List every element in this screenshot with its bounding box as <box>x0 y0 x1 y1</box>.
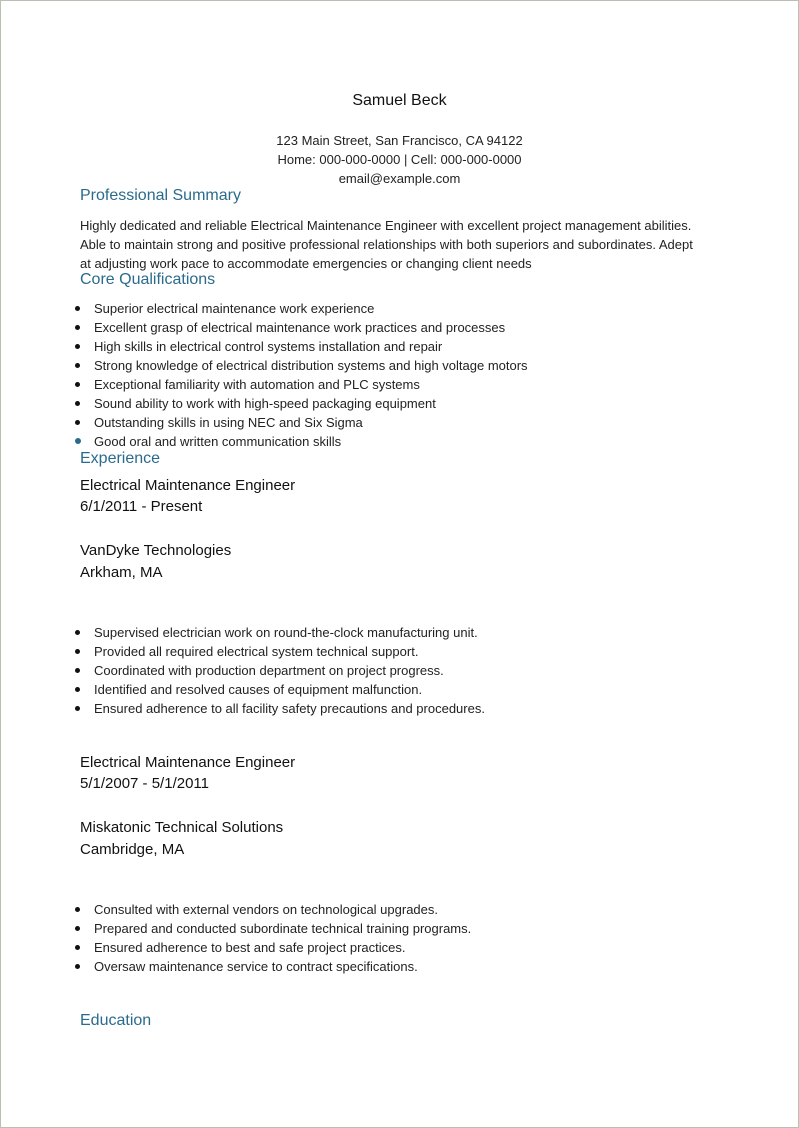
summary-text: Highly dedicated and reliable Electrical Maintenance Engineer with excellent project management abilities. Able to maintain strong and positive professional relationships with both superiors and subordinates. Adept at adjusting work pace to accommodate emergencies or changing client needs <box>80 218 693 271</box>
list-item: High skills in electrical control systems installation and repair <box>0 337 528 356</box>
contact-address: 123 Main Street, San Francisco, CA 94122 <box>276 133 523 148</box>
job-location: Cambridge, MA <box>80 841 185 858</box>
list-item: Excellent grasp of electrical maintenance work practices and processes <box>0 318 528 337</box>
job-position: Electrical Maintenance Engineer <box>80 754 296 771</box>
list-item: Outstanding skills in using NEC and Six Sigma <box>0 413 528 432</box>
list-item: Oversaw maintenance service to contract specifications. <box>0 957 471 976</box>
list-item: Strong knowledge of electrical distribution systems and high voltage motors <box>0 356 528 375</box>
section-title-summary: Professional Summary <box>80 187 241 204</box>
job-company: VanDyke Technologies <box>80 542 232 559</box>
list-item: Sound ability to work with high-speed packaging equipment <box>0 394 528 413</box>
list-item: Exceptional familiarity with automation and PLC systems <box>0 375 528 394</box>
section-title-qualifications: Core Qualifications <box>80 271 216 288</box>
contact-email: email@example.com <box>338 171 461 186</box>
list-item: Ensured adherence to best and safe project practices. <box>0 938 471 957</box>
list-item: Consulted with external vendors on technological upgrades. <box>0 900 471 919</box>
job-dates: 6/1/2011 - Present <box>80 498 203 515</box>
list-item: Prepared and conducted subordinate technical training programs. <box>0 919 471 938</box>
job-dates: 5/1/2007 - 5/1/2011 <box>80 775 209 792</box>
qualifications-list <box>0 299 528 451</box>
list-item: Superior electrical maintenance work experience <box>0 299 528 318</box>
section-title-education: Education <box>80 1012 152 1029</box>
list-item: Ensured adherence to all facility safety precautions and procedures. <box>0 699 485 718</box>
list-item: Coordinated with production department on project progress. <box>0 661 485 680</box>
list-item: Provided all required electrical system technical support. <box>0 642 485 661</box>
job-duties-list <box>0 623 485 718</box>
contact-phones: Home: 000-000-0000 | Cell: 000-000-0000 <box>277 152 522 167</box>
list-item: Supervised electrician work on round-the-clock manufacturing unit. <box>0 623 485 642</box>
job-location: Arkham, MA <box>80 564 163 581</box>
list-item: Good oral and written communication skills <box>0 432 528 451</box>
job-duties-list <box>0 900 471 976</box>
job-company: Miskatonic Technical Solutions <box>80 819 284 836</box>
resume-name: Samuel Beck <box>352 92 447 109</box>
list-item: Identified and resolved causes of equipment malfunction. <box>0 680 485 699</box>
section-title-experience: Experience <box>80 450 161 467</box>
job-position: Electrical Maintenance Engineer <box>80 477 296 494</box>
